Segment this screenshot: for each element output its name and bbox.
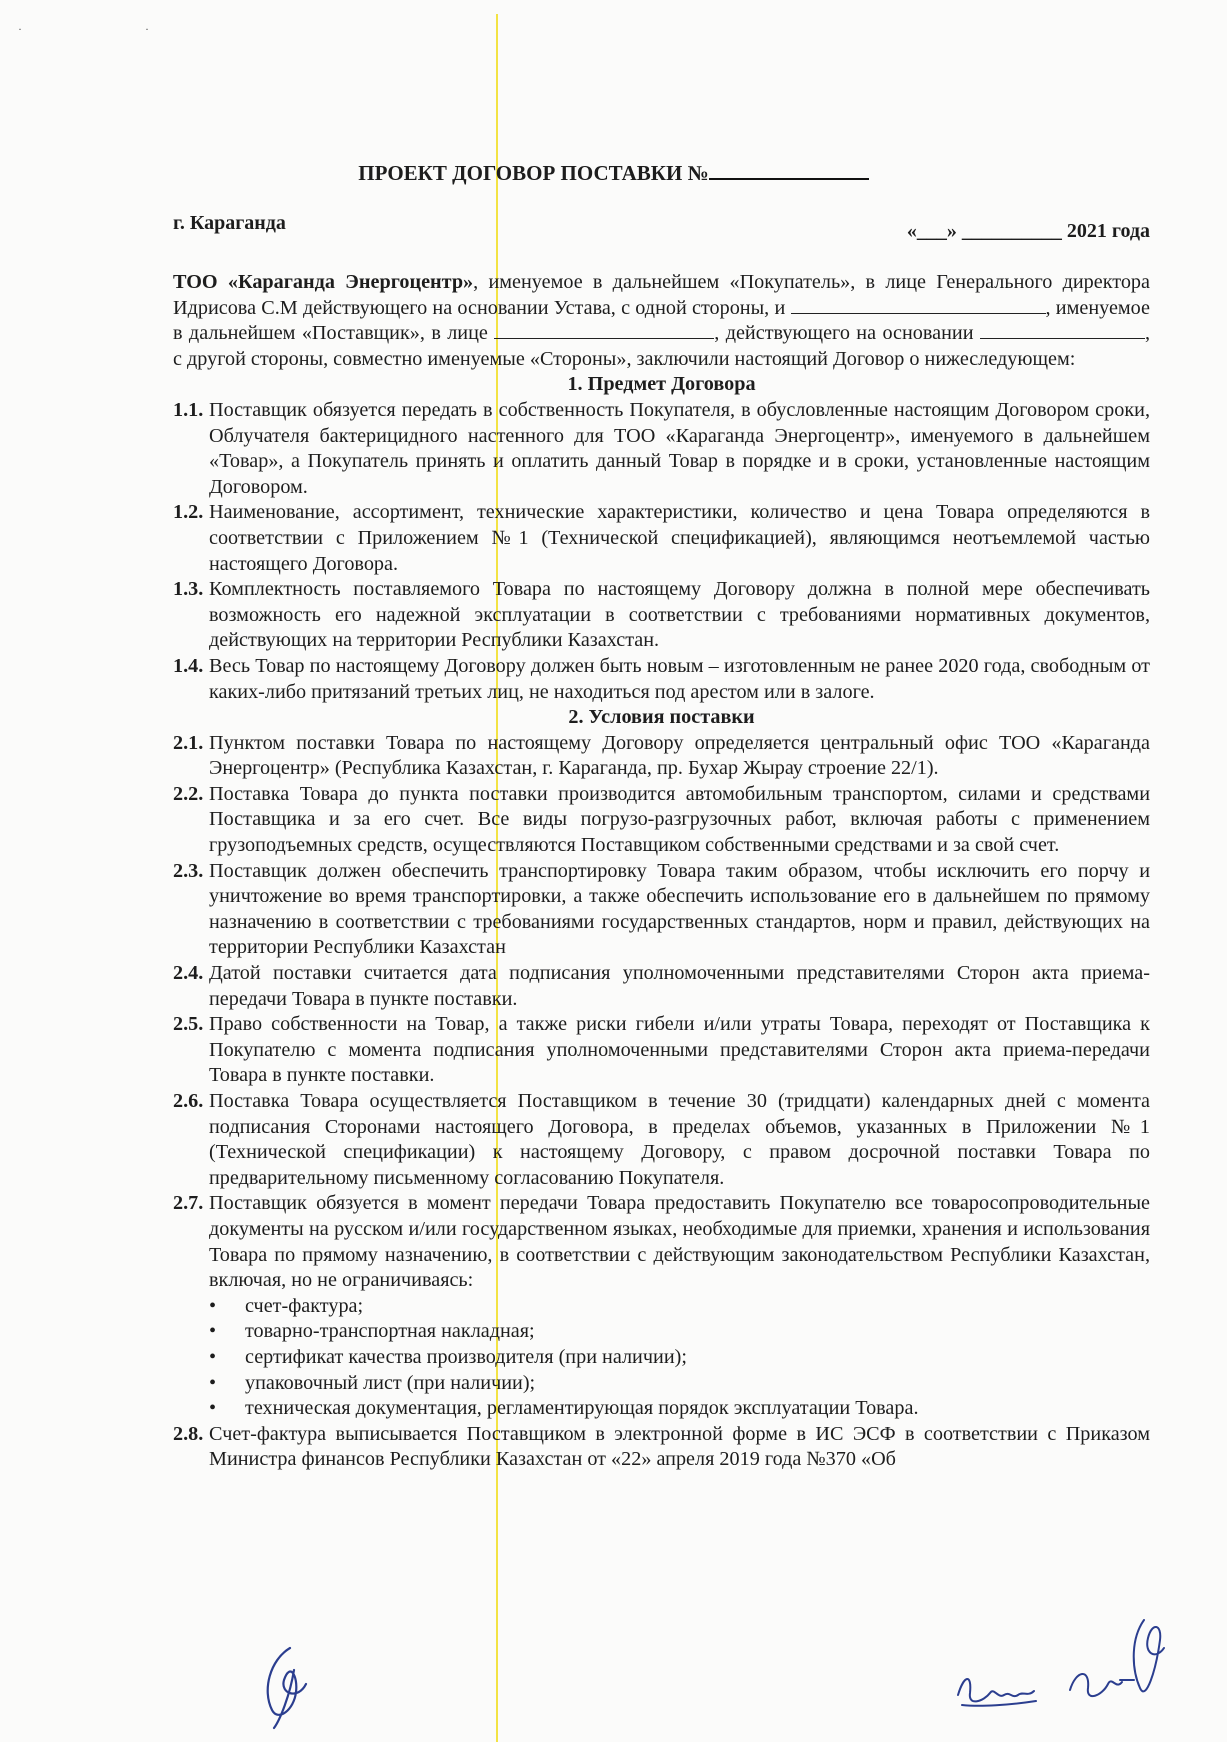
clause-text: Поставка Товара до пункта поставки производится автомобильным транспортом, силами и средствами Поставщика и за его счет. Все виды погрузо-разгрузочных работ, включая работы с применением грузоподъемных средств, осуществляются Поставщиком собственными средствами и за свой счет.	[209, 782, 1150, 857]
clause-number: 2.4.	[173, 962, 204, 985]
clause-text: Наименование, ассортимент, технические характеристики, количество и цена Товара определяются в соответствии с Приложением №1 (Технической спецификацией), являющимся неотъемлемой частью настоящего Договора.	[209, 501, 1150, 575]
list-item: • сертификат качества производителя (при наличии);	[209, 1345, 1150, 1371]
section-2-clauses	[173, 731, 1150, 1473]
intro-paragraph	[173, 270, 1150, 372]
clause	[173, 731, 1150, 782]
clause-text: Право собственности на Товар, а также риски гибели и/или утраты Товара, переходят от Поставщика к Покупателю с момента подписания уполномоченными представителями Сторон акта приема-передачи Товара в пункте поставки.	[209, 1013, 1150, 1087]
date: «___» __________ 2021 года	[906, 220, 1150, 242]
supplier-blank	[791, 297, 1046, 314]
clause-text: Весь Товар по настоящему Договору должен быть новым – изготовленным не ранее 2020 года, свободным от каких-либо притязаний третьих лиц, не находиться под арестом или в залоге.	[209, 654, 1150, 703]
documents-list	[173, 1294, 1150, 1422]
intro-part3: , действующего на основании	[714, 322, 980, 345]
clause	[173, 1191, 1150, 1293]
buyer-name: ТОО «Караганда Энергоцентр»	[173, 271, 474, 293]
clause	[173, 782, 1150, 859]
clause-number: 2.1.	[173, 731, 204, 754]
section-1-heading: 1. Предмет Договора	[567, 373, 756, 396]
clause-number: 2.7.	[173, 1192, 204, 1215]
signature-right-1	[950, 1655, 1040, 1715]
section-2-heading: 2. Условия поставки	[568, 706, 755, 729]
clause-number: 2.2.	[173, 782, 204, 805]
clause-number: 2.3.	[173, 859, 204, 882]
scan-specks: · ·	[18, 22, 209, 36]
section-1-clauses	[173, 398, 1150, 705]
clause-text: Датой поставки считается дата подписания уполномоченными представителями Сторон акта приема-передачи Товара в пункте поставки.	[209, 962, 1150, 1010]
intro-part4: , с другой стороны, совместно именуемые «Стороны», заключили настоящий Договор о нижеследующем:	[173, 322, 1150, 370]
clause-number: 2.5.	[173, 1013, 204, 1036]
basis-blank	[980, 322, 1145, 339]
clause	[173, 398, 1150, 500]
clause	[173, 1089, 1150, 1191]
signature-right-2	[1060, 1610, 1170, 1720]
representative-blank	[494, 322, 714, 339]
clause-text: Комплектность поставляемого Товара по настоящему Договору должна в полной мере обеспечивать возможность его надежной эксплуатации в соответствии с требованиями нормативных документов, действующих на территории Республики Казахстан.	[209, 578, 1150, 652]
clause-number: 1.4.	[173, 654, 204, 677]
clause	[173, 859, 1150, 961]
title-text: ПРОЕКТ ДОГОВОР ПОСТАВКИ №	[358, 161, 709, 185]
intro-part2: , именуемое в дальнейшем «Поставщик», в лице	[173, 296, 1150, 345]
clause-text: Поставщик обязуется передать в собственность Покупателя, в обусловленные настоящим Договором сроки, Облучателя бактерицидного настенного для ТОО «Караганда Энергоцентр», именуемого в дальнейшем «Товар», а Покупатель принять и оплатить данный Товар в порядке и в сроки, установленные настоящим Договором.	[209, 398, 1150, 498]
clause-number: 1.1.	[173, 398, 204, 421]
clause-text: Поставщик обязуется в момент передачи Товара предоставить Покупателю все товаросопроводительные документы на русском и/или государственном языках, необходимые для приемки, хранения и использования Товара по прямому назначению, в соответствии с действующим законодательством Республики Казахстан, включая, но не ограничиваясь:	[209, 1192, 1150, 1292]
number-blank	[709, 160, 869, 180]
clause	[173, 577, 1150, 654]
list-item: • упаковочный лист (при наличии);	[209, 1371, 1150, 1397]
clause-text: Поставка Товара осуществляется Поставщиком в течение 30 (тридцати) календарных дней с момента подписания Сторонами настоящего Договора, в пределах объемов, указанных в Приложении №1 (Технической спецификации) к настоящему Договору, с правом досрочной поставки Товара по предварительному письменному согласованию Покупателя.	[209, 1090, 1150, 1189]
clause-text: Счет-фактура выписывается Поставщиком в электронной форме в ИС ЭСФ в соответствии с Приказом Министра финансов Республики Казахстан от «22» апреля 2019 года №370 «Об	[209, 1422, 1150, 1471]
clause	[173, 1012, 1150, 1089]
clause-text: Поставщик должен обеспечить транспортировку Товара таким образом, чтобы исключить его порчу и уничтожение во время транспортировки, а также обеспечить использование его в дальнейшем по прямому назначению в соответствии с требованиями государственных стандартов, норм и правил, действующих на территории Республики Казахстан	[209, 859, 1150, 959]
list-item: • техническая документация, регламентирующая порядок эксплуатации Товара.	[209, 1396, 1150, 1422]
signature-left	[250, 1640, 330, 1730]
clause	[173, 1422, 1150, 1473]
list-item: • счет-фактура;	[209, 1294, 1150, 1320]
clause-number: 1.3.	[173, 578, 204, 601]
clause-number: 2.8.	[173, 1422, 204, 1445]
clause	[173, 961, 1150, 1012]
clause	[173, 500, 1150, 577]
clause	[173, 654, 1150, 705]
city: г. Караганда	[173, 212, 286, 234]
clause-number: 1.2.	[173, 501, 204, 524]
list-item: • товарно-транспортная накладная;	[209, 1319, 1150, 1345]
clause-number: 2.6.	[173, 1090, 204, 1112]
document-title	[0, 160, 1227, 186]
clause-text: Пунктом поставки Товара по настоящему Договору определяется центральный офис ТОО «Караганда Энергоцентр» (Республика Казахстан, г. Караганда, пр. Бухар Жырау строение 22/1).	[209, 731, 1150, 780]
document-body	[173, 270, 1150, 1473]
intro-part1: , именуемое в дальнейшем «Покупатель», в лице Генерального директора Идрисова С.М действующего на основании Устава, с одной стороны, и	[173, 271, 1150, 319]
